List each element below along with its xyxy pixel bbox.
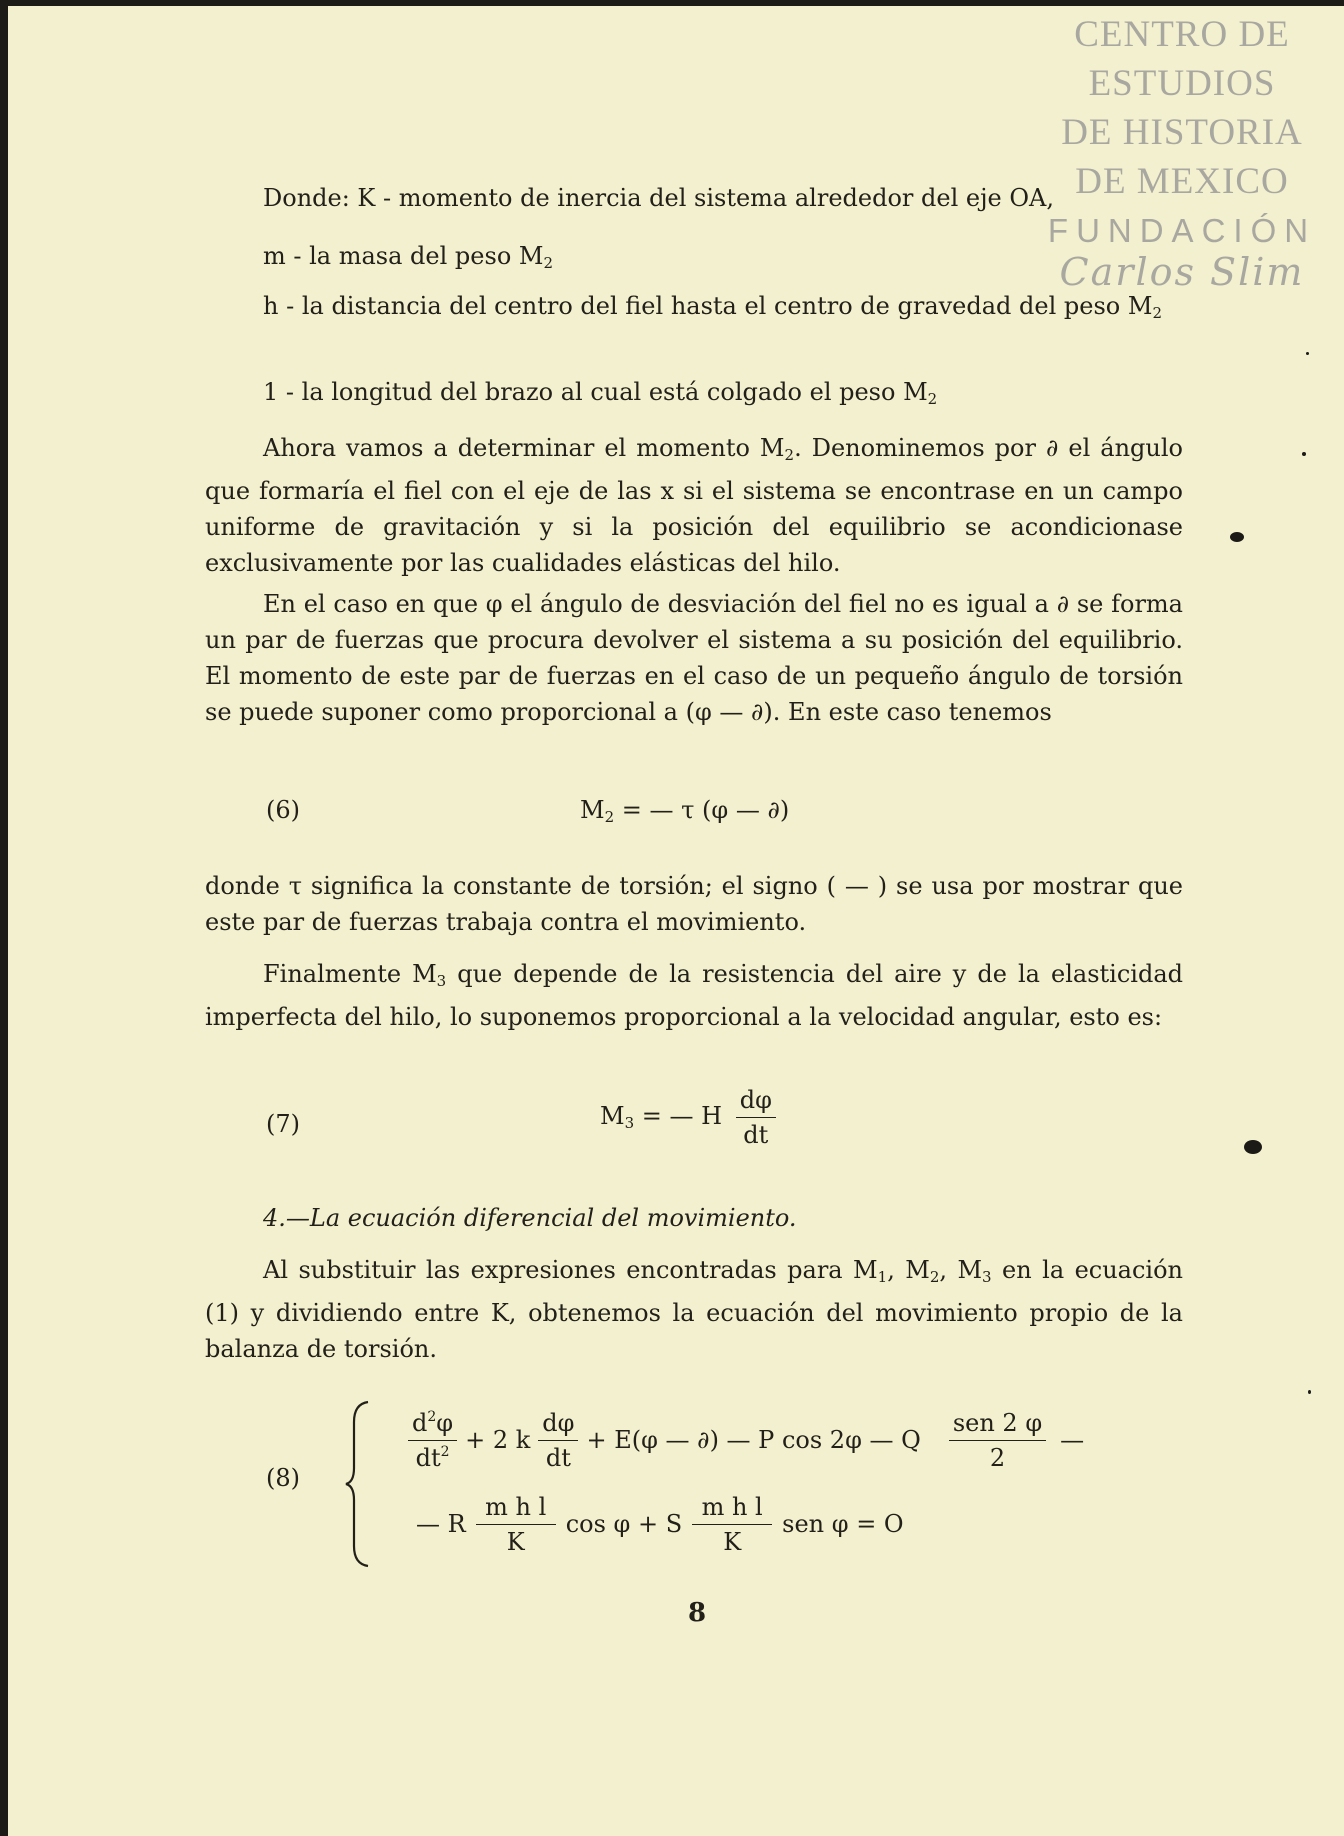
denominator: K — [506, 1527, 525, 1556]
subscript: 2 — [927, 390, 938, 408]
denominator: K — [723, 1527, 742, 1556]
subscript: 1 — [877, 1268, 888, 1286]
text: φ — [436, 1408, 454, 1437]
text: h - la distancia del centro del fiel hasta el centro de gravedad del peso M — [263, 292, 1153, 320]
equation-number: (6) — [266, 796, 300, 824]
equation-body — [580, 796, 789, 826]
numerator — [408, 1409, 457, 1441]
paragraph-substituir — [205, 1252, 1183, 1367]
subscript: 3 — [982, 1268, 992, 1286]
definition-h — [205, 288, 1183, 331]
text: Al substituir las expresiones encontradas para M — [263, 1256, 878, 1284]
numerator: m h l — [692, 1493, 772, 1525]
text: 4.—La ecuación diferencial del movimiento. — [263, 1204, 797, 1232]
eq-term: cos φ + S — [565, 1510, 683, 1538]
paragraph-ahora — [205, 430, 1183, 581]
text: dt — [415, 1443, 441, 1472]
text: 1 - la longitud del brazo al cual está colgado el peso M — [263, 378, 928, 406]
equation-row-2 — [416, 1484, 904, 1564]
watermark-line: ESTUDIOS — [1088, 63, 1276, 104]
scan-speck — [1306, 352, 1309, 355]
eq-lhs: M — [580, 796, 605, 824]
watermark-signature: Carlos Slim — [1059, 250, 1305, 294]
eq-lhs: M — [600, 1102, 625, 1130]
eq-rhs: = — H — [634, 1102, 723, 1130]
scan-speck — [1244, 1140, 1262, 1154]
text: que depende de la resistencia del aire y de la elasticidad imperfecta del hilo, lo suponemos proporcional a la velocidad angular, esto es: — [205, 960, 1183, 1031]
fraction — [476, 1493, 556, 1556]
paragraph-donde — [205, 868, 1183, 940]
denominator — [408, 1441, 457, 1472]
text: , M — [939, 1256, 983, 1284]
denominator: dt — [545, 1443, 571, 1472]
equation-number: (8) — [266, 1464, 300, 1492]
equation-body — [600, 1086, 776, 1149]
numerator: dφ — [736, 1086, 776, 1118]
subscript: 2 — [1152, 304, 1162, 322]
text: m - la masa del peso M — [263, 242, 544, 270]
text: donde τ significa la constante de torsión; el signo ( — ) se usa por mostrar que este par de fuerzas trabaja contra el movimiento. — [205, 872, 1183, 936]
numerator: dφ — [538, 1409, 578, 1441]
text: . Denominemos por ∂ el ángulo que formaría el fiel con el eje de las x si el sistema se encontrase en un campo uniforme de gravitación y si la posición del equilibrio se acondicionase exclusivamente por las cualidades elásticas del hilo. — [205, 434, 1183, 577]
equation-6 — [8, 796, 1344, 856]
text: Donde: K - momento de inercia del sistema alrededor del eje OA, — [263, 184, 1054, 212]
equation-row-1 — [408, 1400, 1084, 1480]
text: en la ecuación (1) y dividiendo entre K, obtenemos la ecuación del movimiento propio de la balanza de torsión. — [205, 1256, 1184, 1363]
subscript: 2 — [543, 254, 554, 272]
text: En el caso en que φ el ángulo de desviación del fiel no es igual a ∂ se forma un par de fuerzas que procura devolver el sistema a su posición del equilibrio. El momento de este par de fuerzas en el caso de un pequeño ángulo de torsión se puede suponer como proporcional a (φ — ∂). En este caso tenemos — [205, 590, 1183, 726]
left-brace — [344, 1398, 374, 1570]
definition-l — [205, 374, 1183, 417]
eq-rhs: = — τ (φ — ∂) — [614, 796, 790, 824]
watermark-fundacion: FUNDACIÓN — [1047, 212, 1317, 249]
scan-speck — [1308, 1390, 1311, 1394]
paragraph-caso — [205, 586, 1183, 730]
document-page — [8, 6, 1344, 1836]
equation-number: (7) — [266, 1110, 300, 1138]
page-number: 8 — [688, 1598, 707, 1628]
eq-term: — — [1060, 1426, 1085, 1454]
subscript: 2 — [929, 1268, 940, 1286]
watermark-line: DE MEXICO — [1075, 161, 1289, 202]
subscript: 3 — [436, 972, 447, 990]
eq-term: — R — [416, 1510, 466, 1538]
eq-term: + E(φ — ∂) — P cos 2φ — Q — [586, 1426, 921, 1454]
text: d — [412, 1408, 428, 1437]
fraction — [949, 1409, 1046, 1472]
numerator: sen 2 φ — [949, 1409, 1046, 1441]
scan-speck — [1302, 452, 1306, 456]
superscript: 2 — [440, 1443, 450, 1460]
section-heading — [205, 1200, 1183, 1236]
text: Finalmente M — [263, 960, 437, 988]
fraction — [692, 1493, 772, 1556]
denominator: dt — [743, 1121, 769, 1149]
subscript: 2 — [604, 808, 615, 826]
text: Ahora vamos a determinar el momento M — [263, 434, 785, 462]
eq-term: + 2 k — [465, 1426, 531, 1454]
text: , M — [887, 1256, 930, 1284]
subscript: 2 — [784, 446, 795, 464]
fraction — [736, 1086, 776, 1149]
paragraph-finalmente — [205, 956, 1183, 1035]
watermark-line: CENTRO DE — [1074, 14, 1290, 55]
superscript: 2 — [427, 1408, 437, 1425]
scan-speck — [1230, 532, 1244, 542]
fraction — [538, 1409, 578, 1472]
watermark-line: DE HISTORIA — [1061, 112, 1303, 153]
definition-k — [205, 180, 1183, 216]
definition-m — [205, 238, 1183, 281]
denominator: 2 — [989, 1443, 1006, 1472]
fraction — [408, 1409, 457, 1472]
eq-term: sen φ = O — [782, 1510, 904, 1538]
numerator: m h l — [476, 1493, 556, 1525]
subscript: 3 — [624, 1114, 635, 1132]
equation-7 — [8, 1086, 1344, 1166]
